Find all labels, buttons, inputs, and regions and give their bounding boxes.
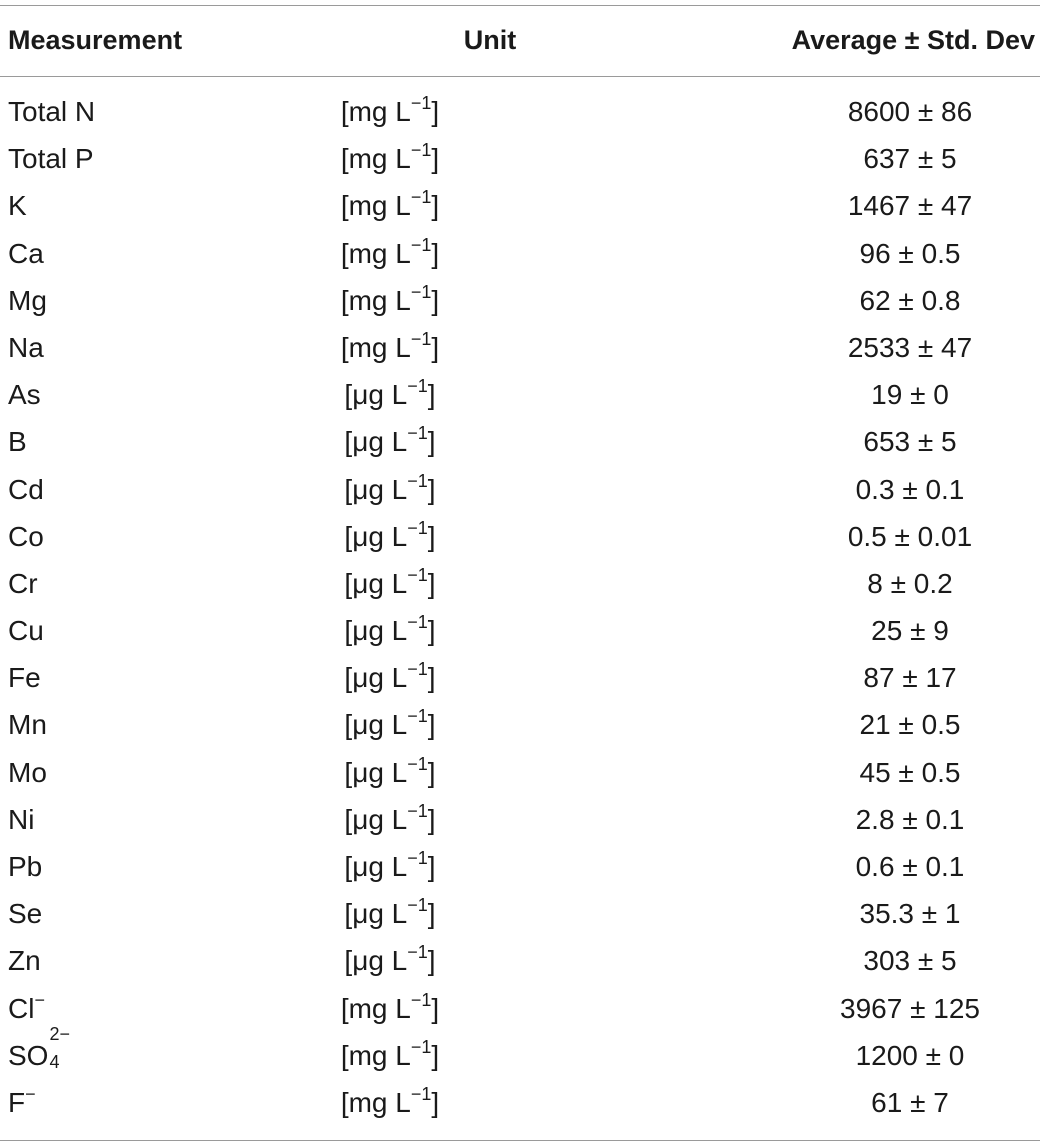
unit-cell xyxy=(280,1032,500,1079)
unit-exponent: −1 xyxy=(407,517,428,538)
table-row xyxy=(0,749,1040,796)
measurement-cell xyxy=(8,937,41,984)
unit-exponent: −1 xyxy=(407,706,428,727)
table-row xyxy=(0,135,1040,182)
unit-base: [μg L xyxy=(344,756,408,788)
unit-base: [mg L xyxy=(340,143,411,175)
unit-base: [μg L xyxy=(344,803,408,835)
table-row xyxy=(0,890,1040,937)
unit-base: [mg L xyxy=(340,190,411,222)
unit-close-bracket: ] xyxy=(431,96,440,127)
unit-base: [mg L xyxy=(340,1086,411,1118)
measurement-charge: 2− xyxy=(49,1023,70,1044)
measurement-cell xyxy=(8,701,47,748)
measurement-charge-index xyxy=(48,1023,78,1072)
measurement-name: Ca xyxy=(8,237,44,269)
table-row xyxy=(0,466,1040,513)
measurement-cell xyxy=(8,418,27,465)
table-row xyxy=(0,796,1040,843)
average-std-dev-cell: 21 ± 0.5 xyxy=(859,709,961,741)
measurement-cell xyxy=(8,466,44,513)
unit-close-bracket: ] xyxy=(431,143,440,175)
unit-base: [μg L xyxy=(344,379,408,411)
measurement-name: Total P xyxy=(8,143,94,175)
unit-close-bracket: ] xyxy=(427,851,436,882)
measurement-cell xyxy=(8,513,44,560)
unit-cell xyxy=(280,135,500,182)
measurement-cell xyxy=(8,654,41,701)
unit-base: [mg L xyxy=(340,96,411,127)
measurement-charge: − xyxy=(34,989,45,1010)
unit-close-bracket: ] xyxy=(427,803,436,835)
unit-exponent: −1 xyxy=(407,612,428,633)
table-row xyxy=(0,324,1040,371)
unit-cell xyxy=(280,88,500,135)
measurement-name: Se xyxy=(8,898,43,930)
measurement-cell xyxy=(8,843,42,890)
unit-base: [mg L xyxy=(340,237,411,269)
measurement-name: Ni xyxy=(8,803,35,835)
measurement-name: Cu xyxy=(8,615,44,647)
average-std-dev-cell: 3967 ± 125 xyxy=(840,992,980,1024)
unit-exponent: −1 xyxy=(410,1083,432,1104)
unit-exponent: −1 xyxy=(407,423,428,444)
measurement-name: Fe xyxy=(8,662,41,694)
measurement-cell xyxy=(8,985,45,1032)
unit-cell xyxy=(280,560,500,607)
unit-close-bracket: ] xyxy=(427,567,436,599)
average-std-dev-cell: 2.8 ± 0.1 xyxy=(855,803,965,835)
unit-base: [μg L xyxy=(344,615,408,647)
unit-close-bracket: ] xyxy=(431,1086,440,1118)
unit-close-bracket: ] xyxy=(427,426,436,458)
unit-cell xyxy=(280,890,500,937)
average-std-dev-cell: 2533 ± 47 xyxy=(847,331,973,363)
measurement-charge: − xyxy=(25,1083,36,1104)
unit-close-bracket: ] xyxy=(431,190,440,222)
unit-exponent: −1 xyxy=(410,187,432,208)
unit-cell xyxy=(280,607,500,654)
unit-base: [μg L xyxy=(344,426,408,458)
unit-exponent: −1 xyxy=(407,895,428,916)
average-std-dev-cell: 19 ± 0 xyxy=(871,379,949,411)
average-std-dev-cell: 8 ± 0.2 xyxy=(867,567,953,599)
unit-close-bracket: ] xyxy=(427,662,436,694)
unit-base: [μg L xyxy=(344,945,408,977)
unit-exponent: −1 xyxy=(407,942,428,963)
unit-cell xyxy=(280,324,500,371)
measurement-name: Na xyxy=(8,331,44,363)
header-measurement: Measurement xyxy=(8,25,183,55)
table-row xyxy=(0,88,1040,135)
measurement-name: Mn xyxy=(8,709,47,741)
table-bottom-rule xyxy=(0,1140,1040,1141)
measurement-name: Pb xyxy=(8,851,43,882)
unit-close-bracket: ] xyxy=(431,1039,440,1071)
measurement-cell xyxy=(8,277,47,324)
average-std-dev-cell: 45 ± 0.5 xyxy=(859,756,961,788)
header-separator-rule xyxy=(0,76,1040,77)
unit-exponent: −1 xyxy=(410,328,432,349)
average-std-dev-cell: 62 ± 0.8 xyxy=(859,284,961,316)
unit-exponent: −1 xyxy=(407,470,428,491)
unit-base: [mg L xyxy=(340,331,411,363)
unit-base: [mg L xyxy=(340,992,411,1024)
average-std-dev-cell: 8600 ± 86 xyxy=(847,96,973,127)
table-body xyxy=(0,88,1040,1126)
unit-exponent: −1 xyxy=(407,564,428,585)
average-std-dev-cell: 637 ± 5 xyxy=(863,143,957,175)
measurement-name: As xyxy=(8,379,41,411)
unit-cell xyxy=(280,796,500,843)
measurement-cell xyxy=(8,796,34,843)
unit-exponent: −1 xyxy=(410,140,432,161)
table-row xyxy=(0,607,1040,654)
unit-cell xyxy=(280,654,500,701)
measurement-name: Mo xyxy=(8,756,47,788)
table-row xyxy=(0,1079,1040,1126)
unit-close-bracket: ] xyxy=(431,992,440,1024)
unit-base: [μg L xyxy=(344,473,408,505)
table-row xyxy=(0,277,1040,324)
unit-exponent: −1 xyxy=(407,753,428,774)
table-row xyxy=(0,418,1040,465)
unit-close-bracket: ] xyxy=(431,237,440,269)
unit-cell xyxy=(280,985,500,1032)
header-average-std-dev: Average ± Std. Dev xyxy=(791,25,1035,55)
unit-close-bracket: ] xyxy=(431,331,440,363)
unit-exponent: −1 xyxy=(410,234,432,255)
measurement-name: Cl xyxy=(8,992,35,1024)
average-std-dev-cell: 87 ± 17 xyxy=(863,662,957,694)
measurement-name: Mg xyxy=(8,284,47,316)
average-std-dev-cell: 653 ± 5 xyxy=(863,426,957,458)
unit-base: [μg L xyxy=(344,520,408,552)
measurement-name: SO xyxy=(8,1039,49,1071)
unit-exponent: −1 xyxy=(410,1036,432,1057)
table-row xyxy=(0,560,1040,607)
measurement-cell xyxy=(8,749,47,796)
unit-base: [μg L xyxy=(344,662,408,694)
measurement-cell xyxy=(8,135,94,182)
unit-cell xyxy=(280,843,500,890)
unit-close-bracket: ] xyxy=(427,756,436,788)
table-row xyxy=(0,701,1040,748)
measurement-cell xyxy=(8,1079,36,1126)
average-std-dev-cell: 25 ± 9 xyxy=(871,615,949,647)
average-std-dev-cell: 0.3 ± 0.1 xyxy=(855,473,965,505)
unit-close-bracket: ] xyxy=(427,379,436,411)
table-row xyxy=(0,182,1040,229)
unit-base: [μg L xyxy=(344,851,408,882)
measurement-cell xyxy=(8,1023,78,1079)
table-row xyxy=(0,843,1040,890)
average-std-dev-cell: 1467 ± 47 xyxy=(847,190,973,222)
unit-close-bracket: ] xyxy=(427,898,436,930)
header-unit: Unit xyxy=(463,25,517,55)
measurement-cell xyxy=(8,324,44,371)
unit-exponent: −1 xyxy=(410,93,432,113)
measurement-cell xyxy=(8,182,27,229)
table-row xyxy=(0,937,1040,984)
unit-cell xyxy=(280,937,500,984)
unit-exponent: −1 xyxy=(410,281,432,302)
table-header-row xyxy=(0,5,1040,76)
unit-close-bracket: ] xyxy=(427,709,436,741)
unit-cell xyxy=(280,277,500,324)
unit-base: [μg L xyxy=(344,898,408,930)
measurement-name: Zn xyxy=(8,945,41,977)
average-std-dev-cell: 35.3 ± 1 xyxy=(859,898,961,930)
unit-cell xyxy=(280,701,500,748)
measurement-cell xyxy=(8,230,44,277)
average-std-dev-cell: 0.6 ± 0.1 xyxy=(855,851,965,882)
table-row xyxy=(0,371,1040,418)
measurement-name: Co xyxy=(8,520,44,552)
measurement-name: K xyxy=(8,190,27,222)
unit-close-bracket: ] xyxy=(431,284,440,316)
measurement-name: Cd xyxy=(8,473,44,505)
average-std-dev-cell: 0.5 ± 0.01 xyxy=(847,520,973,552)
unit-cell xyxy=(280,749,500,796)
unit-close-bracket: ] xyxy=(427,615,436,647)
measurement-cell xyxy=(8,371,41,418)
average-std-dev-cell: 61 ± 7 xyxy=(871,1086,949,1118)
unit-cell xyxy=(280,182,500,229)
unit-cell xyxy=(280,466,500,513)
unit-close-bracket: ] xyxy=(427,473,436,505)
table-row xyxy=(0,1023,1040,1079)
unit-cell xyxy=(280,371,500,418)
measurement-cell xyxy=(8,88,95,135)
table-row xyxy=(0,230,1040,277)
measurement-subscript: 4 xyxy=(49,1051,60,1072)
unit-exponent: −1 xyxy=(410,989,432,1010)
measurement-cell xyxy=(8,890,42,937)
average-std-dev-cell: 1200 ± 0 xyxy=(855,1039,965,1071)
unit-close-bracket: ] xyxy=(427,945,436,977)
average-std-dev-cell: 96 ± 0.5 xyxy=(859,237,961,269)
unit-exponent: −1 xyxy=(407,848,428,868)
measurement-cell xyxy=(8,607,44,654)
unit-close-bracket: ] xyxy=(427,520,436,552)
table-row xyxy=(0,513,1040,560)
measurement-name: Total N xyxy=(8,96,96,127)
unit-exponent: −1 xyxy=(407,659,428,680)
measurement-cell xyxy=(8,560,38,607)
unit-base: [mg L xyxy=(340,1039,411,1071)
unit-cell xyxy=(280,418,500,465)
unit-exponent: −1 xyxy=(407,376,428,397)
table-row xyxy=(0,985,1040,1032)
unit-base: [μg L xyxy=(344,709,408,741)
average-std-dev-cell: 303 ± 5 xyxy=(863,945,957,977)
unit-exponent: −1 xyxy=(407,800,428,821)
unit-cell xyxy=(280,230,500,277)
measurement-name: Cr xyxy=(8,567,38,599)
unit-cell xyxy=(280,513,500,560)
measurement-name: B xyxy=(8,426,27,458)
unit-cell xyxy=(280,1079,500,1126)
unit-base: [mg L xyxy=(340,284,411,316)
table-row xyxy=(0,654,1040,701)
unit-base: [μg L xyxy=(344,567,408,599)
measurement-name: F xyxy=(8,1086,26,1118)
